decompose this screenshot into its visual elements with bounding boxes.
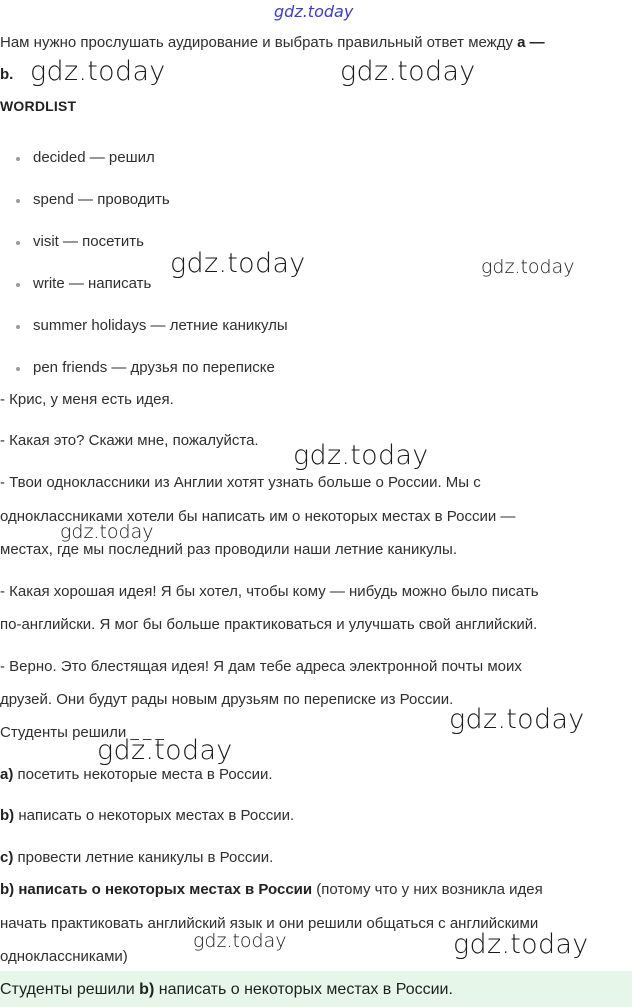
final-answer-letter: b)	[139, 981, 155, 998]
bullet	[16, 283, 20, 287]
intro-text: Нам нужно прослушать аудирование и выбрать правильный ответ между	[0, 34, 518, 51]
dialogue-line: - Какая это? Скажи мне, пожалуйста.	[0, 432, 259, 449]
watermark: gdz.today	[481, 256, 575, 278]
option-a	[0, 766, 273, 783]
watermark: gdz.today	[60, 521, 154, 543]
watermark: gdz.today	[293, 440, 429, 471]
bullet	[16, 199, 20, 203]
intro-option-a: a —	[517, 34, 545, 51]
watermark: gdz.today	[30, 56, 166, 87]
option-c	[0, 849, 273, 866]
intro-option-b: b.	[0, 66, 14, 83]
watermark: gdz.today	[170, 248, 306, 279]
option-text: написать о некоторых местах в России.	[14, 807, 295, 824]
intro-line-1	[0, 34, 545, 51]
dialogue-line: - Твои одноклассники из Англии хотят узнать больше о России. Мы с	[0, 474, 481, 491]
dialogue-line: по-английски. Я мог бы больше практиковаться и улучшать свой английский.	[0, 616, 538, 633]
list-item: summer holidays — летние каникулы	[33, 317, 288, 334]
bullet	[16, 325, 20, 329]
watermark: gdz.today	[449, 704, 585, 735]
dialogue-line: местах, где мы последний раз проводили наши летние каникулы.	[0, 541, 458, 558]
dialogue-line: - Крис, у меня есть идея.	[0, 391, 174, 408]
dialogue-line: друзей. Они будут рады новым друзьям по переписке из России.	[0, 691, 454, 708]
list-item: spend — проводить	[33, 191, 170, 208]
option-text: провести летние каникулы в России.	[13, 849, 274, 866]
watermark: gdz.today	[340, 56, 476, 87]
option-letter: b)	[0, 807, 15, 824]
final-answer	[0, 981, 453, 999]
final-answer-text: написать о некоторых местах в России.	[154, 981, 453, 998]
bullet	[16, 157, 20, 161]
bullet	[16, 367, 20, 371]
option-letter: c)	[0, 849, 14, 866]
watermark-top: gdz.today	[274, 2, 354, 21]
question: Студенты решили _ _ _	[0, 724, 164, 741]
dialogue-line: одноклассниками хотели бы написать им о некоторых местах в России —	[0, 508, 516, 525]
bullet	[16, 241, 20, 245]
list-item: pen friends — друзья по переписке	[33, 359, 275, 376]
explanation-line-3: одноклассниками)	[0, 948, 128, 965]
option-b	[0, 807, 294, 824]
list-item: decided — решил	[33, 149, 155, 166]
explanation-text: (потому что у них возникла идея	[312, 881, 543, 898]
option-text: посетить некоторые места в России.	[13, 766, 273, 783]
watermark: gdz.today	[453, 929, 589, 960]
dialogue-line: - Какая хорошая идея! Я бы хотел, чтобы кому — нибудь можно было писать	[0, 583, 539, 600]
list-item: write — написать	[33, 275, 152, 292]
option-letter: a)	[0, 766, 14, 783]
explanation-line-1	[0, 881, 543, 898]
wordlist-heading: WORDLIST	[0, 98, 77, 114]
watermark: gdz.today	[193, 930, 287, 952]
dialogue-line: - Верно. Это блестящая идея! Я дам тебе адреса электронной почты моих	[0, 658, 522, 675]
explanation-answer: b) написать о некоторых местах в России	[0, 881, 313, 898]
intro-line-2	[0, 66, 13, 83]
explanation-line-2: начать практиковать английский язык и они решили общаться с английскими	[0, 915, 539, 932]
final-answer-prefix: Студенты решили	[0, 981, 140, 998]
list-item: visit — посетить	[33, 233, 144, 250]
watermark: gdz.today	[97, 735, 233, 766]
